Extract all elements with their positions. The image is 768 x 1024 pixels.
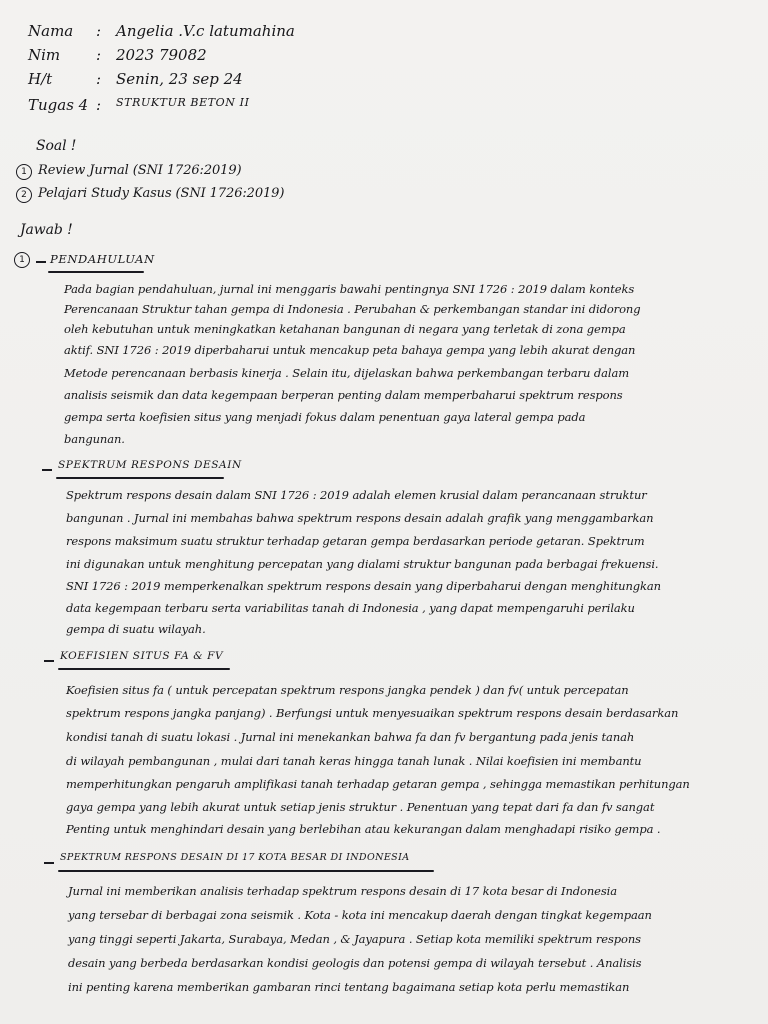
soal-item: Pelajari Study Kasus (SNI 1726:2019) <box>38 186 285 201</box>
section-underline <box>56 477 224 479</box>
soal-number: 2 <box>16 187 32 203</box>
soal-title: Soal ! <box>36 138 77 154</box>
paragraph-line: ini penting karena memberikan gambaran rinci tentang bagaimana setiap kota perlu memastikan <box>68 980 630 994</box>
header-row-nama: Nama : Angelia .V.c latumahina <box>28 22 295 40</box>
paragraph-line: Metode perencanaan berbasis kinerja . Selain itu, dijelaskan bahwa perkembangan terbaru dalam <box>64 366 630 380</box>
paragraph-line: Perencanaan Struktur tahan gempa di Indonesia . Perubahan & perkembangan standar ini didorong <box>64 302 641 316</box>
paragraph-line: respons maksimum suatu struktur terhadap getaran gempa berdasarkan periode getaran. Spektrum <box>66 534 645 548</box>
header-value: STRUKTUR BETON II <box>116 96 250 109</box>
section-dash <box>36 261 46 263</box>
section-title-koefisien: KOEFISIEN SITUS FA & FV <box>60 650 224 662</box>
paragraph-line: bangunan . Jurnal ini membahas bahwa spektrum respons desain adalah grafik yang menggambarkan <box>66 511 654 525</box>
paragraph-line: Jurnal ini memberikan analisis terhadap spektrum respons desain di 17 kota besar di Indonesia <box>68 884 618 898</box>
soal-number: 1 <box>16 164 32 180</box>
paragraph-line: Spektrum respons desain dalam SNI 1726 : 2019 adalah elemen krusial dalam perancanaan struktur <box>66 488 647 502</box>
jawab-title: Jawab ! <box>20 222 73 238</box>
paragraph-line: data kegempaan terbaru serta variabilitas tanah di Indonesia , yang dapat mempengaruhi perilaku <box>66 601 635 615</box>
paragraph-line: SNI 1726 : 2019 memperkenalkan spektrum respons desain yang diperbaharui dengan menghitungkan <box>66 579 661 593</box>
section-title-spektrum: SPEKTRUM RESPONS DESAIN <box>58 459 242 471</box>
paragraph-line: aktif. SNI 1726 : 2019 diperbaharui untuk mencakup peta bahaya gempa yang lebih akurat dengan <box>64 343 636 357</box>
paragraph-line: Pada bagian pendahuluan, jurnal ini menggaris bawahi pentingnya SNI 1726 : 2019 dalam konteks <box>64 282 635 296</box>
section-dash <box>44 660 54 662</box>
paragraph-line: gaya gempa yang lebih akurat untuk setiap jenis struktur . Penentuan yang tepat dari fa dan fv sangat <box>66 800 655 814</box>
section-dash <box>42 469 52 471</box>
header-value: 2023 79082 <box>116 46 207 64</box>
paragraph-line: memperhitungkan pengaruh amplifikasi tanah terhadap getaran gempa , sehingga memastikan perhitungan <box>66 777 690 791</box>
paragraph-line: bangunan. <box>64 432 125 446</box>
section-dash <box>44 862 54 864</box>
paragraph-line: spektrum respons jangka panjang) . Berfungsi untuk menyesuaikan spektrum respons desain berdasarkan <box>66 706 679 720</box>
paragraph-line: gempa di suatu wilayah. <box>66 622 206 636</box>
section-title-17-kota: SPEKTRUM RESPONS DESAIN DI 17 KOTA BESAR DI INDONESIA <box>60 852 410 863</box>
section-underline <box>48 271 144 273</box>
soal-item: Review Jurnal (SNI 1726:2019) <box>38 163 242 178</box>
paragraph-line: yang tinggi seperti Jakarta, Surabaya, Medan , & Jayapura . Setiap kota memiliki spektrum respons <box>68 932 641 946</box>
section-underline <box>58 870 434 872</box>
paragraph-line: yang tersebar di berbagai zona seismik . Kota - kota ini mencakup daerah dengan tingkat kegempaan <box>68 908 652 922</box>
header-row-tugas: Tugas 4 : STRUKTUR BETON II <box>28 96 250 114</box>
paragraph-line: Penting untuk menghindari desain yang berlebihan atau kekurangan dalam menghadapi risiko gempa . <box>66 822 661 836</box>
answer-number: 1 <box>14 252 30 268</box>
header-row-nim: Nim : 2023 79082 <box>28 46 207 64</box>
paragraph-line: Koefisien situs fa ( untuk percepatan spektrum respons jangka pendek ) dan fv( untuk percepatan <box>66 683 629 697</box>
paragraph-line: kondisi tanah di suatu lokasi . Jurnal ini menekankan bahwa fa dan fv bergantung pada jenis tanah <box>66 730 635 744</box>
paragraph-line: ini digunakan untuk menghitung percepatan yang dialami struktur bangunan pada berbagai frekuensi. <box>66 557 659 571</box>
paragraph-line: oleh kebutuhan untuk meningkatkan ketahanan bangunan di negara yang terletak di zona gempa <box>64 322 626 336</box>
header-label: Nama <box>28 22 74 40</box>
header-label: Tugas 4 <box>28 96 89 114</box>
header-value: Senin, 23 sep 24 <box>116 70 243 88</box>
paragraph-line: di wilayah pembangunan , mulai dari tanah keras hingga tanah lunak . Nilai koefisien ini membantu <box>66 754 642 768</box>
header-label: H/t <box>28 70 53 88</box>
section-title-pendahuluan: PENDAHULUAN <box>50 252 155 266</box>
paragraph-line: analisis seismik dan data kegempaan berperan penting dalam memperbaharui spektrum respons <box>64 388 623 402</box>
header-value: Angelia .V.c latumahina <box>116 22 295 40</box>
paragraph-line: gempa serta koefisien situs yang menjadi fokus dalam penentuan gaya lateral gempa pada <box>64 410 586 424</box>
header-label: Nim <box>28 46 61 64</box>
header-row-hari-tanggal: H/t : Senin, 23 sep 24 <box>28 70 243 88</box>
paragraph-line: desain yang berbeda berdasarkan kondisi geologis dan potensi gempa di wilayah tersebut . Analisis <box>68 956 642 970</box>
section-underline <box>58 668 230 670</box>
